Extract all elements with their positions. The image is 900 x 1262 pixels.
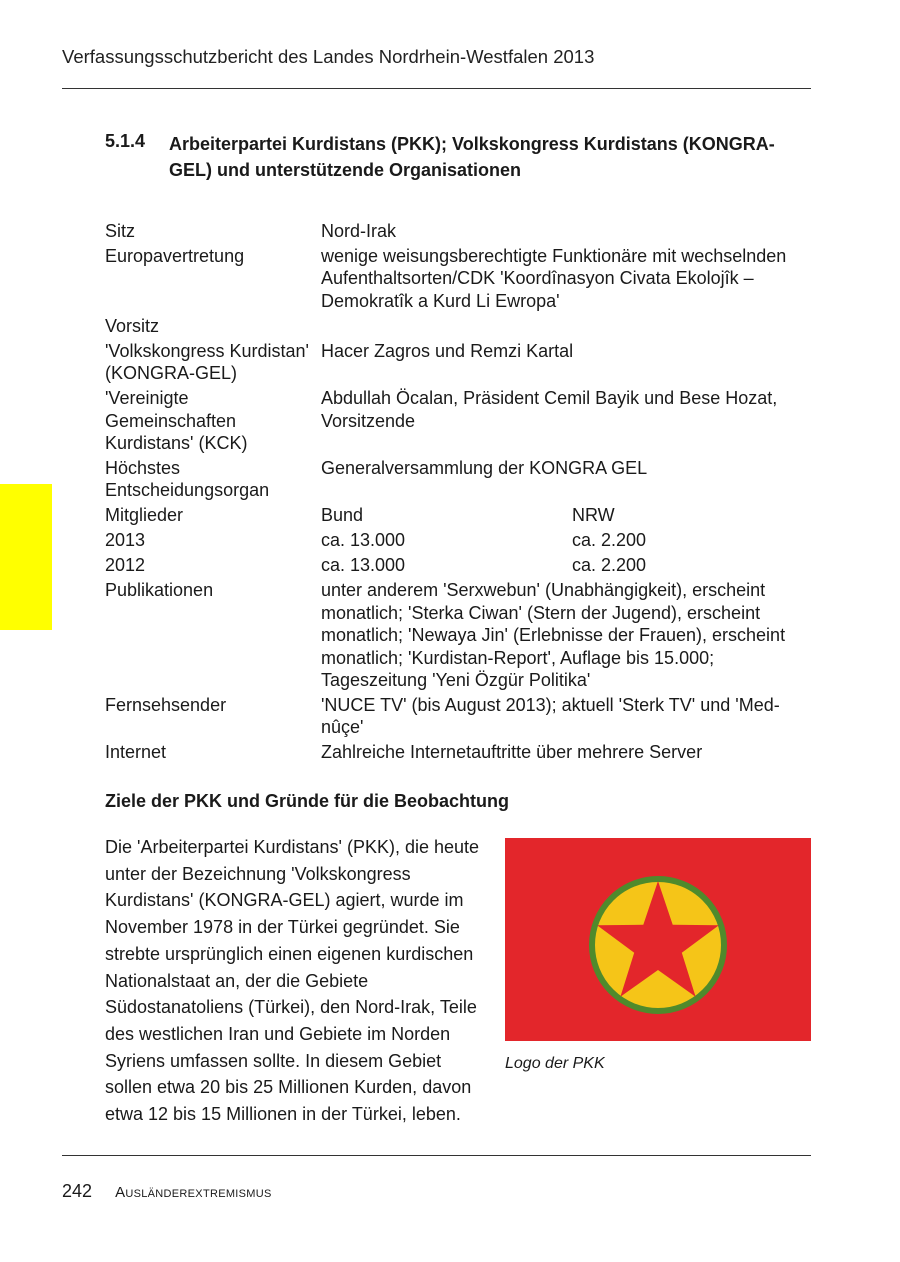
fact-value-empty xyxy=(321,315,811,338)
fact-label: 2013 xyxy=(105,530,146,551)
pkk-logo-flag xyxy=(505,838,811,1041)
fact-value: Hacer Zagros und Remzi Kartal xyxy=(321,340,574,361)
fact-label: 2012 xyxy=(105,555,146,576)
fact-value: wenige weisungsberechtigte Funktionäre mit wechselnden Aufenthaltsorten/CDK 'Koordînasyon Civata Ekolojîk – Demokratîk a Kurd Li Ewropa' xyxy=(321,245,787,311)
fact-row-kck xyxy=(105,387,815,455)
fact-label: Fernsehsender xyxy=(105,694,227,715)
fact-value: 'NUCE TV' (bis August 2013); aktuell 'Sterk TV' und 'Med-nûçe' xyxy=(321,694,780,738)
fact-label: Sitz xyxy=(105,221,136,241)
fact-row-2012 xyxy=(105,554,815,577)
footer-rule xyxy=(62,1155,811,1156)
column-header-bund: Bund xyxy=(321,505,364,526)
section-number: 5.1.4 xyxy=(105,131,146,151)
fact-row-europavertretung xyxy=(105,245,815,313)
fact-row-fernsehsender xyxy=(105,694,815,739)
members-bund-value: ca. 13.000 xyxy=(321,530,406,551)
fact-label: Vorsitz xyxy=(105,315,160,336)
fact-value: Nord-Irak xyxy=(321,221,397,241)
page-footer xyxy=(62,1181,272,1202)
fact-row-publikationen xyxy=(105,579,815,692)
fact-label: 'Vereinigte Gemeinschaften Kurdistans' (KCK) xyxy=(105,388,248,454)
fact-label: Mitglieder xyxy=(105,505,184,526)
subheading: Ziele der PKK und Gründe für die Beobachtung xyxy=(105,791,510,811)
members-bund-value: ca. 13.000 xyxy=(321,555,406,576)
figure-caption: Logo der PKK xyxy=(505,1055,605,1072)
fact-value: Generalversammlung der KONGRA GEL xyxy=(321,457,648,478)
fact-row-vorsitz xyxy=(105,315,815,338)
fact-row-internet xyxy=(105,741,815,764)
body-paragraph: Die 'Arbeiterpartei Kurdistans' (PKK), die heute unter der Bezeichnung 'Volkskongress Kurdistans' (KONGRA-GEL) agiert, wurde im November 1978 in der Türkei gegründet. Sie strebte ursprünglich einen eigenen kurdischen Nationalstaat an, der die Gebiete Südostanatoliens (Türkei), den Nord-Irak, Teile des westlichen Iran und Gebiete im Norden Syriens umfassen sollte. In diesem Gebiet sollen etwa 20 bis 25 Millionen Kurden, davon etwa 12 bis 15 Millionen in der Türkei, leben. xyxy=(105,837,480,1125)
fact-table xyxy=(105,220,815,766)
fact-label: Publikationen xyxy=(105,580,214,601)
fact-label: Europavertretung xyxy=(105,245,245,266)
chapter-thumb-tab xyxy=(0,484,52,630)
fact-row-2013 xyxy=(105,529,815,552)
members-nrw-value: ca. 2.200 xyxy=(572,530,647,551)
fact-label: Höchstes Entscheidungsorgan xyxy=(105,457,270,501)
chapter-name: Ausländerextremismus xyxy=(115,1184,272,1201)
fact-row-sitz xyxy=(105,220,815,243)
section-title: Arbeiterpartei Kurdistans (PKK); Volkskongress Kurdistans (KONGRA-GEL) und unterstützende Organisationen xyxy=(169,134,775,180)
fact-value: Zahlreiche Internetauftritte über mehrere Server xyxy=(321,742,703,763)
running-header: Verfassungsschutzbericht des Landes Nordrhein-Westfalen 2013 xyxy=(62,46,595,67)
header-rule xyxy=(62,88,811,89)
fact-value: unter anderem 'Serxwebun' (Unabhängigkeit), erscheint monatlich; 'Sterka Ciwan' (Stern der Jugend), erscheint monatlich; 'Newaya Jin' (Erlebnisse der Frauen), erscheint monatlich; 'Kurdistan-Report', Auflage bis 15.000; Tageszeitung 'Yeni Özgür Politika' xyxy=(321,580,786,691)
fact-row-mitglieder xyxy=(105,504,815,527)
column-header-nrw: NRW xyxy=(572,505,615,526)
fact-row-entscheidungsorgan xyxy=(105,457,815,502)
fact-row-kongra-gel xyxy=(105,340,815,385)
fact-label: Internet xyxy=(105,742,167,763)
members-nrw-value: ca. 2.200 xyxy=(572,555,647,576)
page-number: 242 xyxy=(62,1181,93,1201)
fact-value: Abdullah Öcalan, Präsident Cemil Bayik und Bese Hozat, Vorsitzende xyxy=(321,388,778,431)
fact-label: 'Volkskongress Kurdistan' (KONGRA-GEL) xyxy=(105,340,309,384)
